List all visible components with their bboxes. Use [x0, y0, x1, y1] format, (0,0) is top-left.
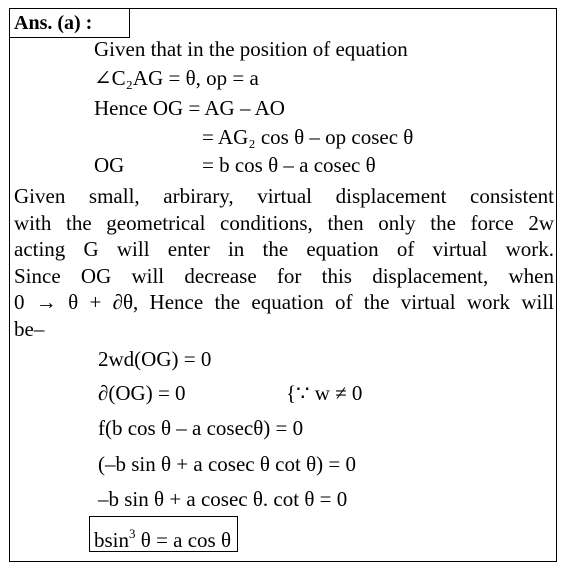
final-answer-exponent: 3 [129, 526, 136, 541]
paragraph-row: Given small, arbirary, virtual displacement consistent [14, 184, 554, 208]
equation-2-lhs: ∂(OG) = 0 [98, 381, 186, 405]
given-line-3: Hence OG = AG – AO [94, 96, 285, 120]
paragraph-row: with the geometrical conditions, then only the force 2w [14, 210, 554, 235]
given-line-4: = AG₂ cos θ – op cosec θ [202, 125, 414, 149]
answer-label: Ans. (a) : [10, 9, 130, 38]
given-line-5-lhs: OG [94, 153, 125, 177]
paragraph-row: be– [14, 316, 45, 341]
given-line-2: ∠C₂AG = θ, op = a [94, 66, 259, 90]
explanation-paragraph [14, 183, 554, 342]
final-answer-box [89, 516, 238, 552]
given-line-1: Given that in the position of equation [94, 37, 408, 61]
equation-1: 2wd(OG) = 0 [98, 347, 212, 371]
paragraph-row: acting G will enter in the equation of virtual work. [14, 237, 554, 261]
final-answer-rest: θ = a cos θ [135, 528, 232, 552]
given-line-5-rhs: = b cos θ – a cosec θ [202, 153, 376, 177]
paragraph-row: 0 → θ + ∂θ, Hence the equation of the virtual work will [14, 290, 554, 314]
equation-5: –b sin θ + a cosec θ. cot θ = 0 [98, 487, 348, 511]
answer-frame [9, 8, 557, 562]
equation-3: f(b cos θ – a cosecθ) = 0 [98, 416, 304, 440]
equation-2-condition: {∵ w ≠ 0 [286, 381, 363, 405]
paragraph-row: Since OG will decrease for this displacement, when [14, 263, 554, 288]
equation-4: (–b sin θ + a cosec θ cot θ) = 0 [98, 452, 356, 476]
final-answer-base: bsin [94, 528, 130, 552]
